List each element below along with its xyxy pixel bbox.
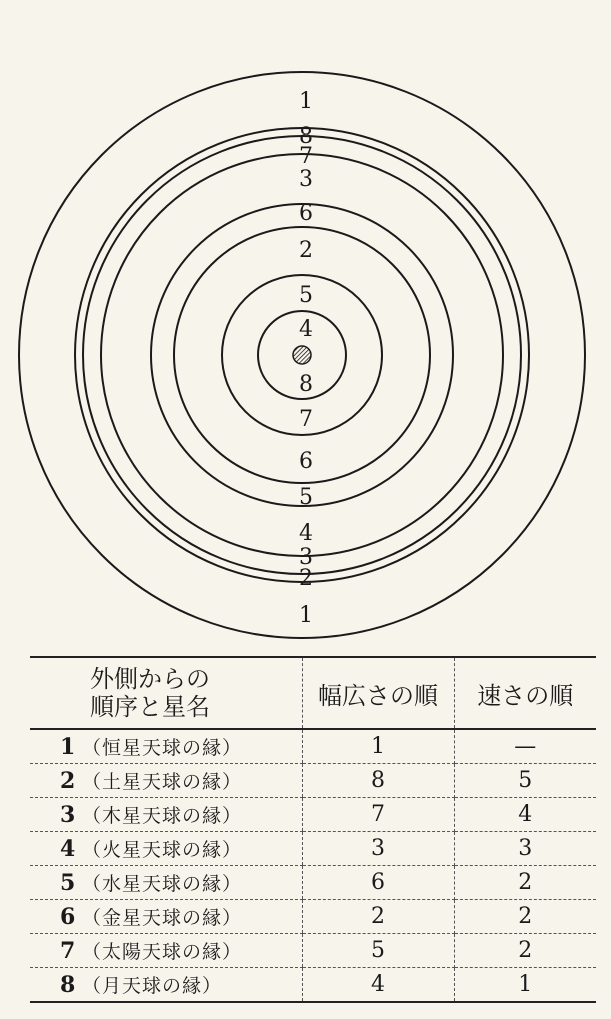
- row-speed-rank: 3: [454, 832, 596, 866]
- row-width-rank: 1: [302, 729, 454, 764]
- row-index: 5: [60, 870, 76, 896]
- row-order-and-name: [30, 832, 302, 866]
- row-sphere-name: （太陽天球の縁）: [82, 941, 243, 963]
- table-row: [30, 832, 596, 866]
- row-sphere-name: （木星天球の縁）: [82, 805, 243, 827]
- row-order-and-name: [30, 764, 302, 798]
- row-index: 7: [60, 938, 76, 964]
- row-sphere-name: （恒星天球の縁）: [82, 737, 243, 759]
- row-order-and-name: [30, 934, 302, 968]
- row-order-and-name: [30, 968, 302, 1003]
- upper-label: 3: [299, 167, 313, 192]
- lower-label: 8: [299, 372, 313, 397]
- sphere-order-table-wrapper: [30, 656, 596, 1003]
- upper-label: 7: [299, 144, 313, 169]
- lower-label: 1: [299, 603, 313, 628]
- row-speed-rank: 5: [454, 764, 596, 798]
- row-order-and-name: [30, 866, 302, 900]
- lower-label: 6: [299, 449, 313, 474]
- row-width-rank: 2: [302, 900, 454, 934]
- row-index: 4: [60, 836, 76, 862]
- header-speed-order: 速さの順: [454, 657, 596, 729]
- row-order-and-name: [30, 798, 302, 832]
- header-name-line1: 外側からの: [90, 665, 210, 693]
- lower-label: 3: [299, 545, 313, 570]
- row-index: 8: [60, 972, 76, 998]
- lower-label: 5: [299, 485, 313, 510]
- header-width-order: 幅広さの順: [302, 657, 454, 729]
- row-sphere-name: （金星天球の縁）: [82, 907, 243, 929]
- table-row: [30, 866, 596, 900]
- row-index: 6: [60, 904, 76, 930]
- row-order-and-name: [30, 900, 302, 934]
- row-speed-rank: 4: [454, 798, 596, 832]
- row-index: 1: [60, 734, 76, 760]
- upper-label: 1: [299, 89, 313, 114]
- row-sphere-name: （水星天球の縁）: [82, 873, 243, 895]
- table-row: [30, 798, 596, 832]
- header-name-line2: 順序と星名: [90, 693, 210, 721]
- row-index: 2: [60, 768, 76, 794]
- row-width-rank: 3: [302, 832, 454, 866]
- upper-label: 4: [299, 317, 313, 342]
- row-speed-rank: 1: [454, 968, 596, 1003]
- header-order-and-name: [30, 657, 302, 729]
- row-width-rank: 8: [302, 764, 454, 798]
- table-row: [30, 900, 596, 934]
- table-header-row: [30, 657, 596, 729]
- row-index: 3: [60, 802, 76, 828]
- upper-label: 8: [299, 124, 313, 149]
- row-speed-rank: 2: [454, 934, 596, 968]
- table-row: [30, 934, 596, 968]
- row-width-rank: 6: [302, 866, 454, 900]
- lower-label: 4: [299, 521, 313, 546]
- row-speed-rank: —: [454, 729, 596, 764]
- table-row: [30, 764, 596, 798]
- table-row: [30, 729, 596, 764]
- row-width-rank: 5: [302, 934, 454, 968]
- row-width-rank: 4: [302, 968, 454, 1003]
- table-row: [30, 968, 596, 1003]
- earth-center-marker: [293, 346, 311, 364]
- lower-label: 2: [299, 566, 313, 591]
- lower-label: 7: [299, 407, 313, 432]
- row-sphere-name: （土星天球の縁）: [82, 771, 243, 793]
- row-sphere-name: （火星天球の縁）: [82, 839, 243, 861]
- upper-label: 6: [299, 201, 313, 226]
- row-order-and-name: [30, 729, 302, 764]
- row-speed-rank: 2: [454, 900, 596, 934]
- row-speed-rank: 2: [454, 866, 596, 900]
- row-sphere-name: （月天球の縁）: [82, 975, 223, 997]
- upper-label: 2: [299, 238, 313, 263]
- sphere-order-table: [30, 656, 596, 1003]
- upper-label: 5: [299, 283, 313, 308]
- row-width-rank: 7: [302, 798, 454, 832]
